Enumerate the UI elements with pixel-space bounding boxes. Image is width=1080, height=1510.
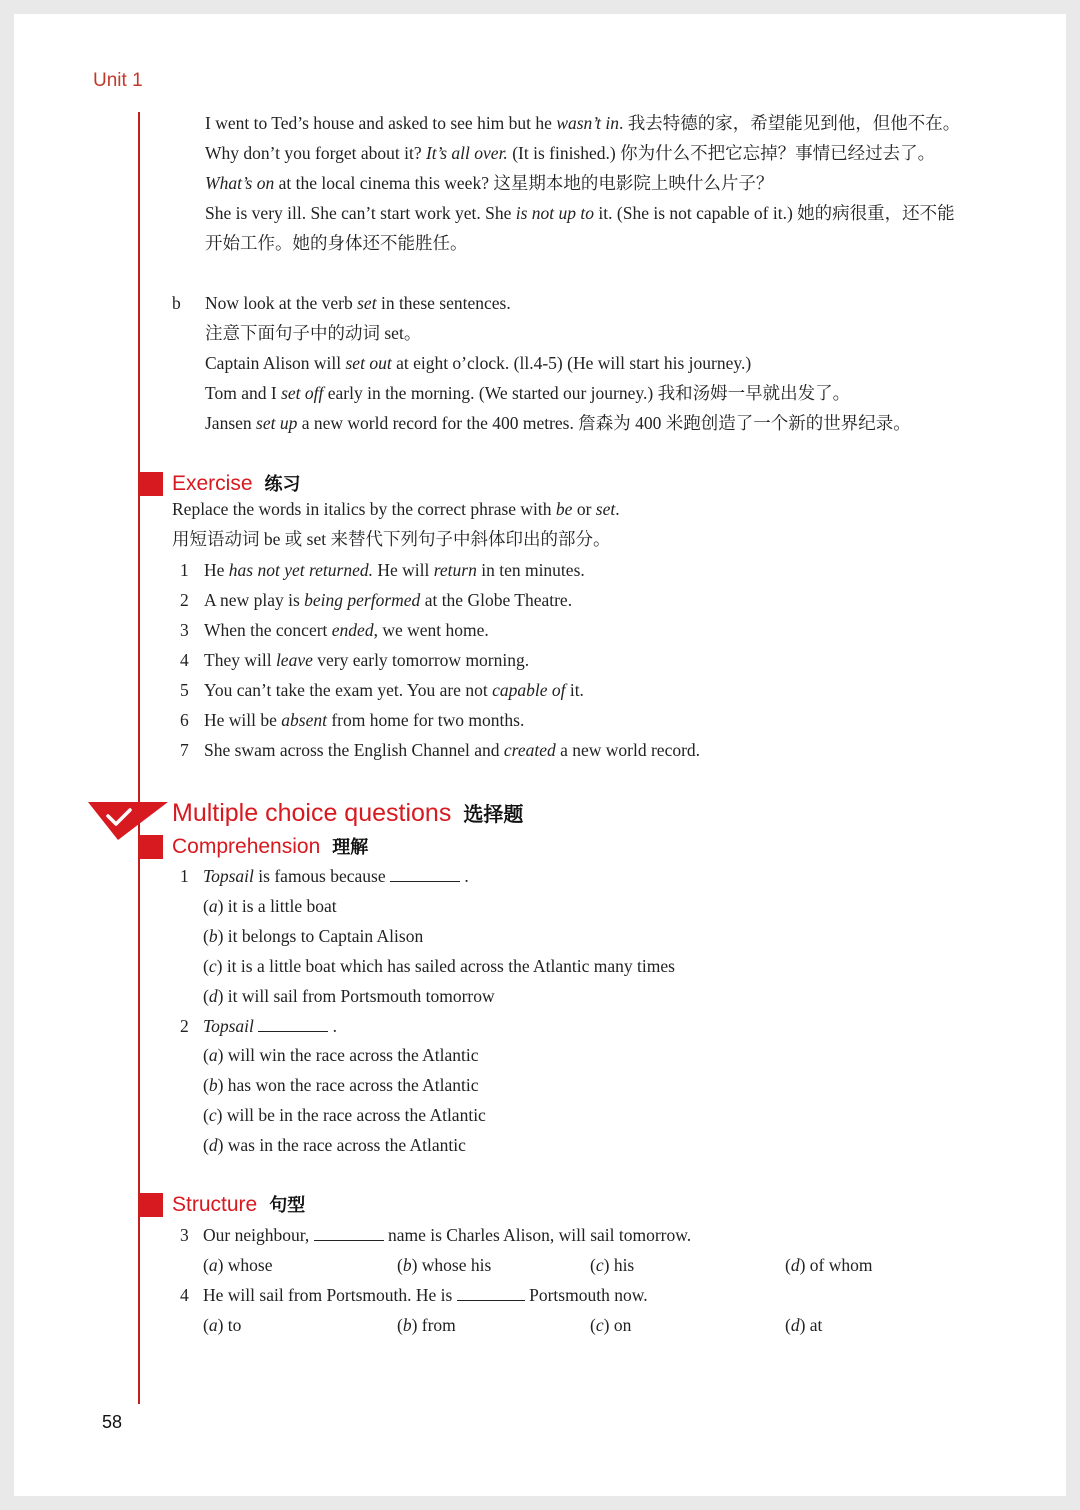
exercise-marker	[139, 472, 163, 496]
mcq-heading: Multiple choice questions 选择题	[172, 799, 524, 827]
question-number: 3	[180, 1225, 189, 1245]
comprehension-marker	[139, 835, 163, 859]
exercise-item: He has not yet returned. He will return in ten minutes.	[204, 560, 585, 580]
example-line-2: Why don’t you forget about it? It’s all over. (It is finished.) 你为什么不把它忘掉？事情已经过去了。	[205, 143, 936, 163]
option: (b) it belongs to Captain Alison	[203, 926, 424, 946]
exercise-item: You can’t take the exam yet. You are not capable of it.	[204, 680, 584, 700]
exercise-item-number: 1	[180, 560, 189, 580]
option: (d) was in the race across the Atlantic	[203, 1135, 466, 1155]
section-b-line-2: 注意下面句子中的动词 set。	[205, 323, 422, 343]
comprehension-heading: Comprehension 理解	[172, 835, 369, 858]
exercise-item-number: 4	[180, 650, 189, 670]
exercise-item-number: 2	[180, 590, 189, 610]
example-line-5: 开始工作。她的身体还不能胜任。	[205, 233, 468, 253]
exercise-heading: Exercise 练习	[172, 472, 301, 495]
option: (d) of whom	[785, 1255, 873, 1275]
exercise-item-number: 7	[180, 740, 189, 760]
question-number: 2	[180, 1016, 189, 1036]
option: (d) at	[785, 1315, 823, 1335]
question-number: 1	[180, 866, 189, 886]
section-b-line-5: Jansen set up a new world record for the 400 metres. 詹森为 400 米跑创造了一个新的世界纪录。	[205, 413, 911, 433]
option: (c) his	[590, 1255, 635, 1275]
structure-heading: Structure 句型	[172, 1193, 306, 1216]
answer-blank	[457, 1286, 525, 1301]
section-b-line-3: Captain Alison will set out at eight o’clock. (ll.4-5) (He will start his journey.)	[205, 353, 752, 373]
exercise-item-number: 5	[180, 680, 189, 700]
option: (a) to	[203, 1315, 242, 1335]
example-line-1: I went to Ted’s house and asked to see him but he wasn’t in. 我去特德的家，希望能见到他，但他不在。	[205, 113, 961, 133]
page-number: 58	[102, 1412, 123, 1432]
answer-blank	[314, 1226, 384, 1241]
unit-label: Unit 1	[93, 70, 143, 91]
exercise-item-number: 6	[180, 710, 189, 730]
option: (c) on	[590, 1315, 632, 1335]
option: (a) it is a little boat	[203, 896, 337, 916]
option: (c) will be in the race across the Atlantic	[203, 1105, 486, 1125]
question-stem: Topsail is famous because .	[203, 866, 469, 886]
option: (b) whose his	[397, 1255, 492, 1275]
exercise-instruction-zh: 用短语动词 be 或 set 来替代下列句子中斜体印出的部分。	[172, 529, 611, 549]
option: (d) it will sail from Portsmouth tomorrow	[203, 986, 495, 1006]
exercise-item: She swam across the English Channel and created a new world record.	[204, 740, 701, 760]
option: (b) has won the race across the Atlantic	[203, 1075, 479, 1095]
question-stem: Our neighbour, name is Charles Alison, will sail tomorrow.	[203, 1225, 692, 1245]
exercise-item: When the concert ended, we went home.	[204, 620, 489, 640]
section-b-label: b	[172, 293, 181, 313]
exercise-instruction: Replace the words in italics by the correct phrase with be or set.	[172, 499, 620, 519]
exercise-item-number: 3	[180, 620, 189, 640]
option: (a) will win the race across the Atlantic	[203, 1045, 479, 1065]
answer-blank	[258, 1017, 328, 1032]
answer-blank	[390, 867, 460, 882]
section-b-line-1: Now look at the verb set in these sentences.	[205, 293, 511, 313]
option: (c) it is a little boat which has sailed across the Atlantic many times	[203, 956, 675, 976]
question-number: 4	[180, 1285, 189, 1305]
example-line-3: What’s on at the local cinema this week? 这星期本地的电影院上映什么片子？	[205, 173, 774, 193]
example-line-4: She is very ill. She can’t start work yet. She is not up to it. (She is not capable of it.) 她的病很重，还不能	[205, 203, 955, 223]
exercise-item: A new play is being performed at the Globe Theatre.	[204, 590, 573, 610]
exercise-item: They will leave very early tomorrow morning.	[204, 650, 530, 670]
question-stem: He will sail from Portsmouth. He is Portsmouth now.	[203, 1285, 648, 1305]
structure-marker	[139, 1193, 163, 1217]
option: (a) whose	[203, 1255, 273, 1275]
section-b-line-4: Tom and I set off early in the morning. (We started our journey.) 我和汤姆一早就出发了。	[205, 383, 851, 403]
question-stem: Topsail .	[203, 1016, 338, 1036]
option: (b) from	[397, 1315, 456, 1335]
exercise-item: He will be absent from home for two months.	[204, 710, 525, 730]
